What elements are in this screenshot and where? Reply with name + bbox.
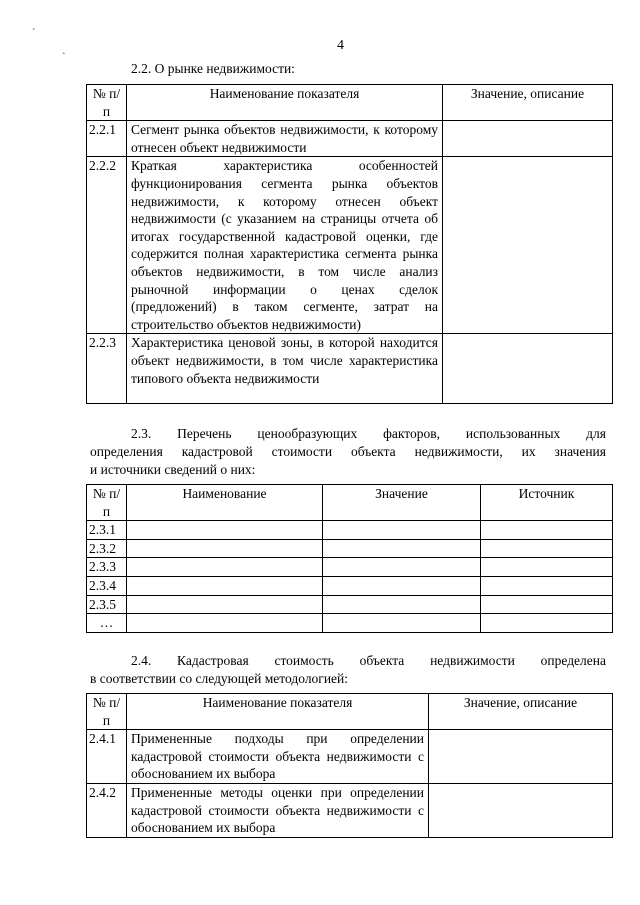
- header-num: № п/п: [87, 85, 127, 121]
- row-value: [443, 334, 613, 404]
- table-row: [87, 576, 613, 595]
- row-name: [127, 595, 323, 614]
- table-row: [87, 784, 613, 838]
- row-name: [127, 521, 323, 540]
- row-source: [481, 595, 613, 614]
- factors-table: [86, 484, 613, 633]
- section-2-4-intro-line2: в соответствии со следующей методологией:: [90, 671, 349, 686]
- row-num: 2.2.2: [87, 157, 127, 334]
- table-row: [87, 334, 613, 404]
- page-number: 4: [337, 38, 344, 53]
- section-2-4-intro-line1: 2.4. Кадастровая стоимость объекта недвижимости определена: [131, 653, 606, 668]
- row-value: [429, 730, 613, 784]
- row-source: [481, 614, 613, 633]
- row-value: [323, 539, 481, 558]
- row-source: [481, 558, 613, 577]
- table-row: [87, 614, 613, 633]
- row-name: [127, 576, 323, 595]
- row-name: Примененные методы оценки при определении кадастровой стоимости объекта недвижимости с обоснованием их выбора: [127, 784, 429, 838]
- header-name: Наименование: [127, 485, 323, 521]
- row-value: [323, 576, 481, 595]
- table-header-row: [87, 85, 613, 121]
- row-name: [127, 558, 323, 577]
- row-value: [323, 558, 481, 577]
- section-2-3-intro-line1: 2.3. Перечень ценообразующих факторов, использованных для: [131, 426, 606, 441]
- row-value: [443, 157, 613, 334]
- row-value: [323, 521, 481, 540]
- row-num: 2.3.1: [87, 521, 127, 540]
- header-num: № п/п: [87, 485, 127, 521]
- scan-mark: ˊ: [32, 28, 36, 39]
- row-num: …: [87, 614, 127, 633]
- header-value: Значение: [323, 485, 481, 521]
- header-name: Наименование показателя: [127, 85, 443, 121]
- row-num: 2.4.1: [87, 730, 127, 784]
- row-source: [481, 521, 613, 540]
- section-2-3-intro-line3: и источники сведений о них:: [90, 462, 256, 477]
- table-row: [87, 157, 613, 334]
- row-name: Характеристика ценовой зоны, в которой находится объект недвижимости, в том числе характеристика типового объекта недвижимости: [127, 334, 443, 404]
- row-num: 2.3.5: [87, 595, 127, 614]
- header-num: № п/п: [87, 694, 127, 730]
- row-name: Сегмент рынка объектов недвижимости, к которому отнесен объект недвижимости: [127, 121, 443, 157]
- header-name: Наименование показателя: [127, 694, 429, 730]
- table-header-row: [87, 694, 613, 730]
- row-value: [323, 595, 481, 614]
- row-num: 2.4.2: [87, 784, 127, 838]
- market-table: [86, 84, 613, 404]
- row-num: 2.2.3: [87, 334, 127, 404]
- row-value: [323, 614, 481, 633]
- row-num: 2.3.2: [87, 539, 127, 558]
- header-value: Значение, описание: [443, 85, 613, 121]
- row-name: [127, 539, 323, 558]
- table-row: [87, 730, 613, 784]
- row-name: Краткая характеристика особенностей функционирования сегмента рынка объектов недвижимости, к которому отнесен объект недвижимости (с указанием на страницы отчета об итогах государственной кадастровой оценки, где содержится полная характеристика сегмента рынка объектов недвижимости, в том числе анализ рыночной информации о ценах сделок (предложений) в таком сегменте, затрат на строительство объектов недвижимости): [127, 157, 443, 334]
- table-row: [87, 558, 613, 577]
- row-num: 2.2.1: [87, 121, 127, 157]
- row-num: 2.3.4: [87, 576, 127, 595]
- row-name: [127, 614, 323, 633]
- row-source: [481, 576, 613, 595]
- table-row: [87, 521, 613, 540]
- methodology-table: [86, 693, 613, 838]
- row-source: [481, 539, 613, 558]
- section-2-3-intro-line2: определения кадастровой стоимости объекта недвижимости, их значения: [90, 444, 606, 459]
- table-row: [87, 595, 613, 614]
- table-row: [87, 121, 613, 157]
- row-name: Примененные подходы при определении кадастровой стоимости объекта недвижимости с обоснованием их выбора: [127, 730, 429, 784]
- row-num: 2.3.3: [87, 558, 127, 577]
- table-row: [87, 539, 613, 558]
- table-header-row: [87, 485, 613, 521]
- header-value: Значение, описание: [429, 694, 613, 730]
- section-2-2-heading: 2.2. О рынке недвижимости:: [131, 61, 295, 76]
- scan-mark: ˰: [62, 44, 66, 55]
- row-value: [429, 784, 613, 838]
- header-source: Источник: [481, 485, 613, 521]
- row-value: [443, 121, 613, 157]
